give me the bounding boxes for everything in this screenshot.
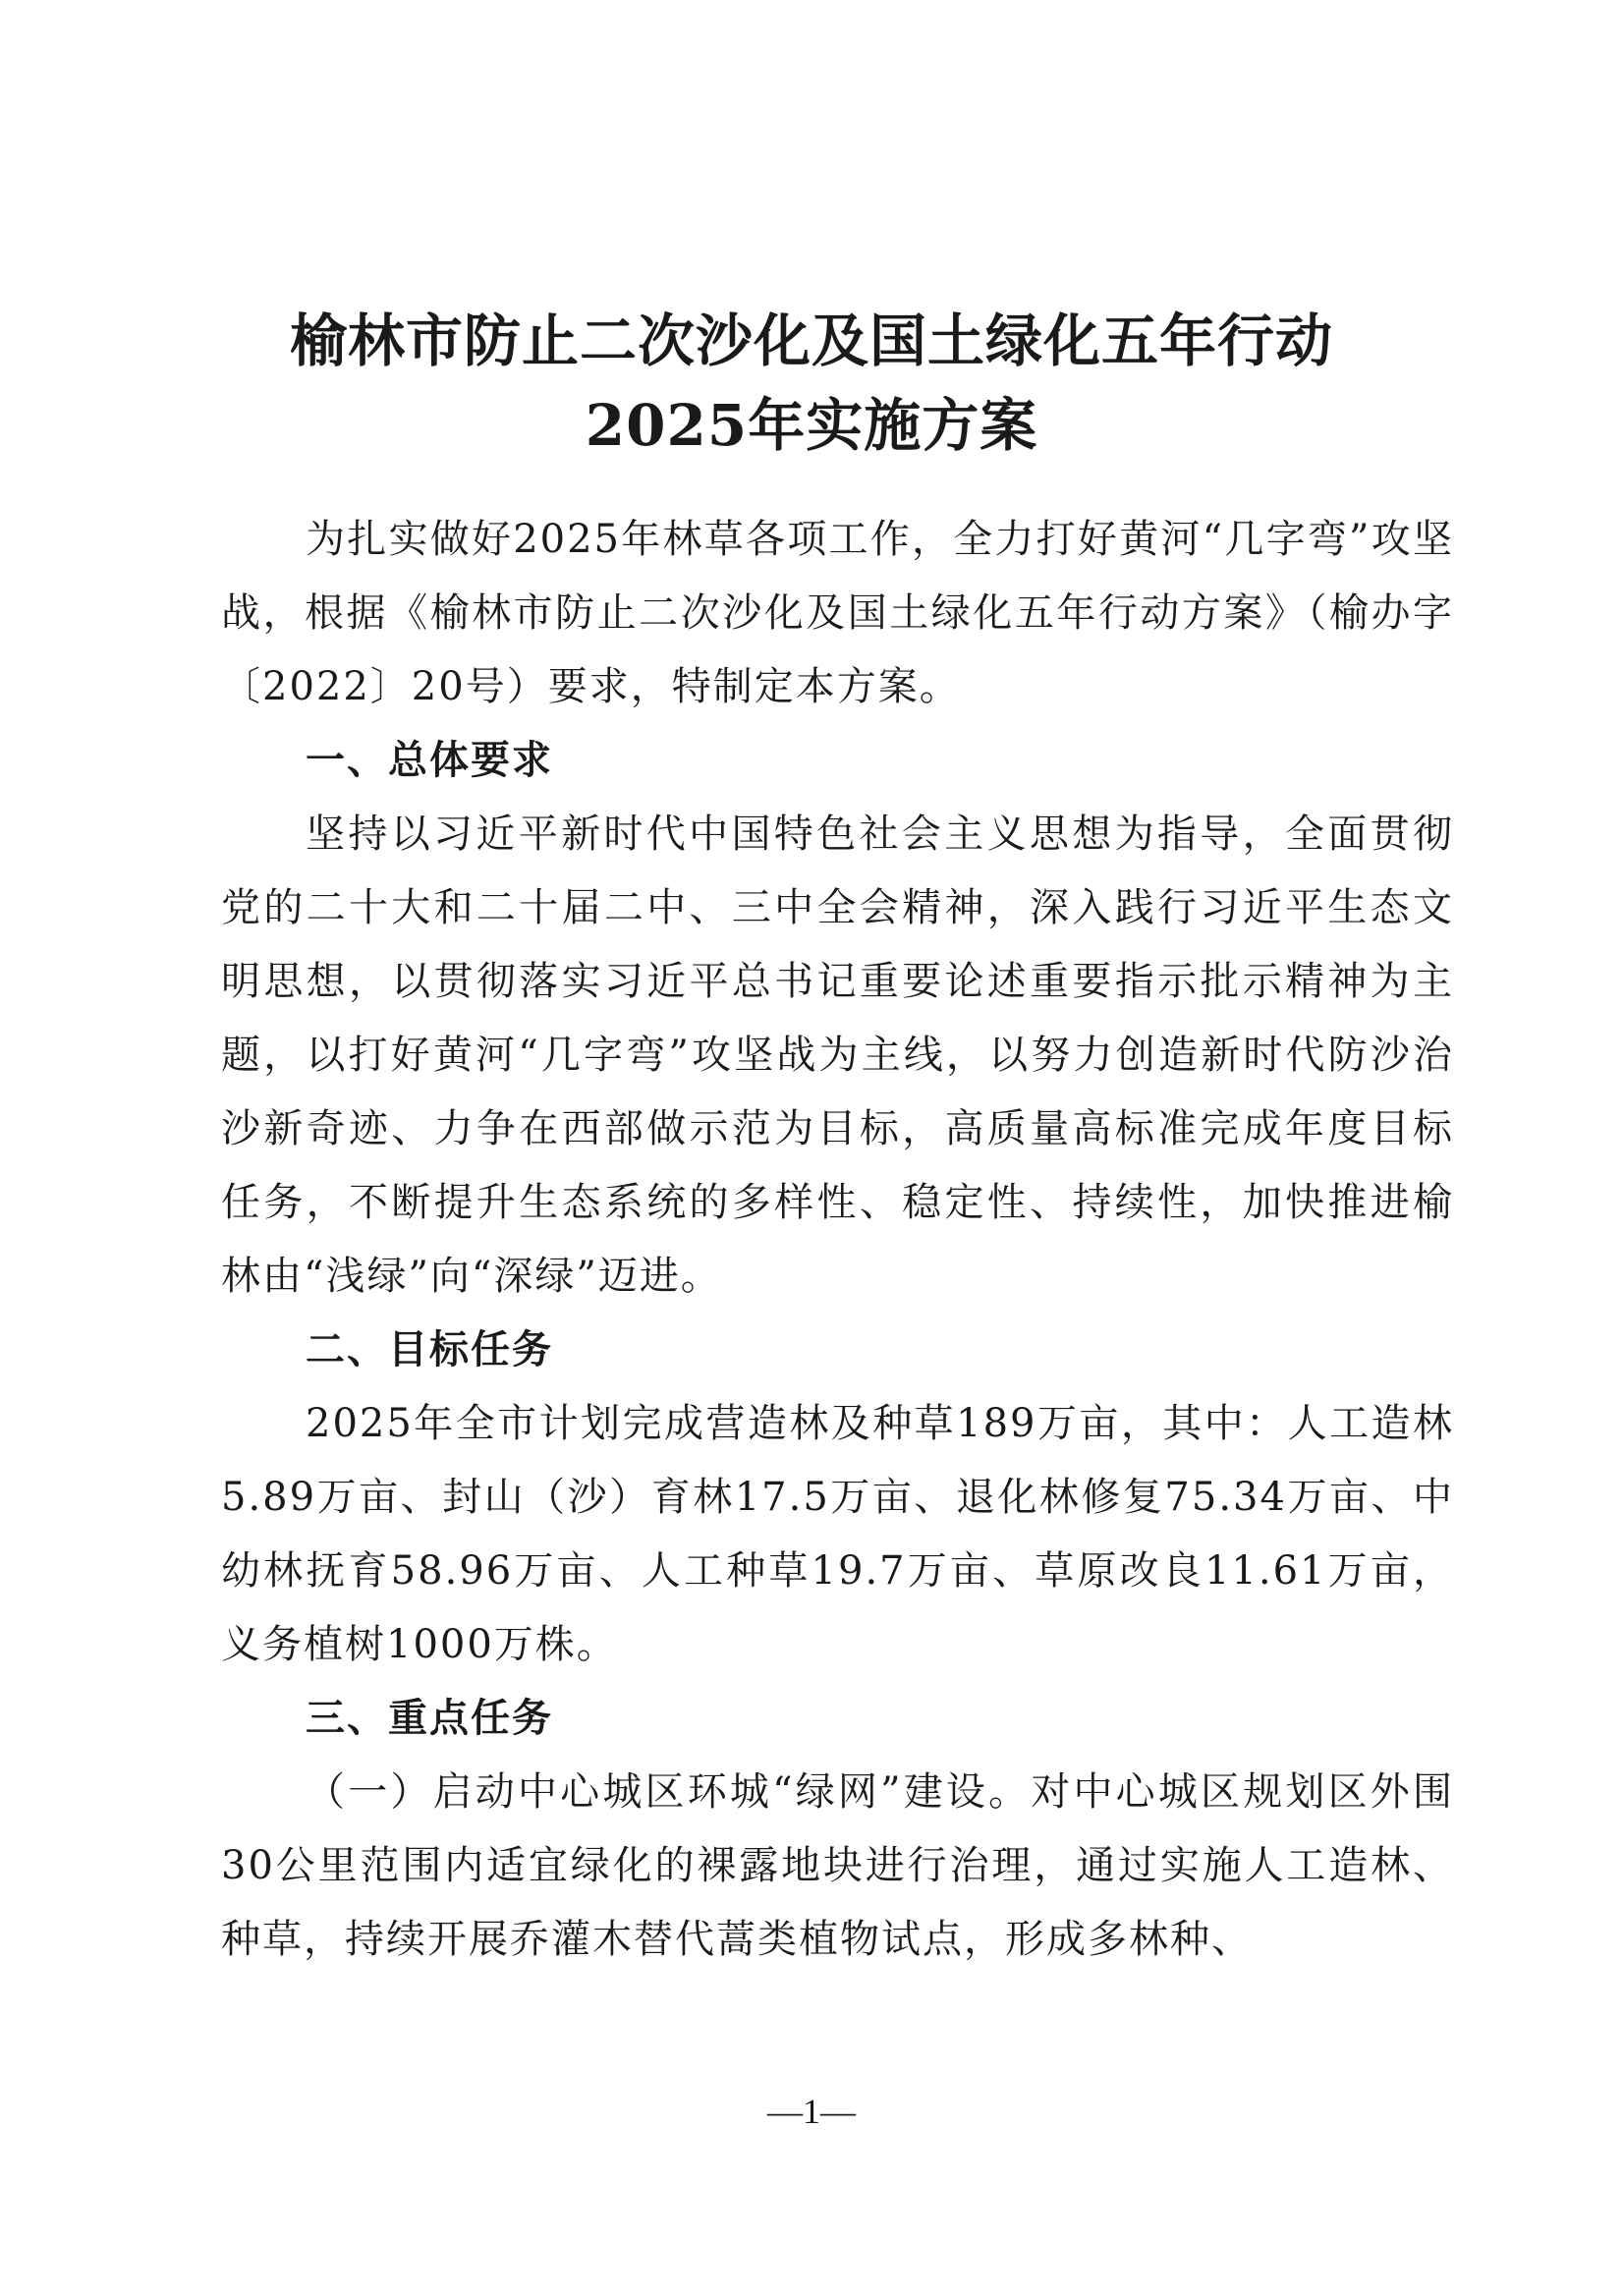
- page-number: —1—: [767, 2092, 856, 2131]
- section-3-heading: 三、重点任务: [306, 1696, 553, 1741]
- section-1-heading: 一、总体要求: [306, 738, 553, 783]
- section-3-body: （一）启动中心城区环城“绿网”建设。对中心城区规划区外围30公里范围内适宜绿化的裸露地块进行治理，通过实施人工造林、种草，持续开展乔灌木替代蒿类植物试点，形成多林种、: [221, 1769, 1454, 1962]
- intro-paragraph: 为扎实做好2025年林草各项工作，全力打好黄河“几字弯”攻坚战，根据《榆林市防止二次沙化及国土绿化五年行动方案》（榆办字〔2022〕20号）要求，特制定本方案。: [221, 517, 1454, 709]
- section-1-body: 坚持以习近平新时代中国特色社会主义思想为指导，全面贯彻党的二十大和二十届二中、三中全会精神，深入践行习近平生态文明思想，以贯彻落实习近平总书记重要论述重要指示批示精神为主题，以打好黄河“几字弯”攻坚战为主线，以努力创造新时代防沙治沙新奇迹、力争在西部做示范为目标，高质量高标准完成年度目标任务，不断提升生态系统的多样性、稳定性、持续性，加快推进榆林由“浅绿”向“深绿”迈进。: [221, 812, 1454, 1299]
- section-2-body: 2025年全市计划完成营造林及种草189万亩，其中：人工造林5.89万亩、封山（沙）育林17.5万亩、退化林修复75.34万亩、中幼林抚育58.96万亩、人工种草19.7万亩、草原改良11.61万亩，义务植树1000万株。: [221, 1401, 1454, 1667]
- document-title-line-1: 榆林市防止二次沙化及国土绿化五年行动: [289, 308, 1333, 374]
- document-title-line-2: 2025年实施方案: [585, 392, 1038, 459]
- section-2-heading: 二、目标任务: [306, 1327, 553, 1372]
